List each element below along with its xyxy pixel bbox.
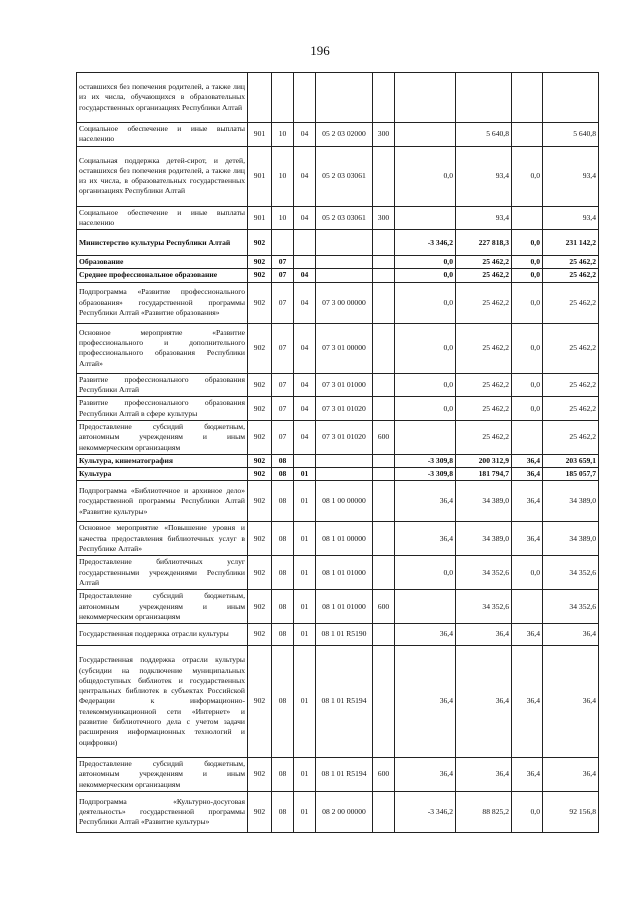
row-name: Основное мероприятие «Повышение уровня и качества предоставления библиотечных услуг в Республике Алтай»	[77, 522, 248, 556]
cell-amount-1: 0,0	[395, 556, 456, 590]
cell-expense-type	[373, 73, 395, 123]
cell-ved-code: 902	[248, 646, 272, 758]
cell-target-article: 08 1 01 00000	[316, 522, 373, 556]
cell-amount-1: -3 309,8	[395, 468, 456, 481]
cell-expense-type	[373, 624, 395, 646]
cell-amount-1	[395, 206, 456, 230]
cell-amount-2: 25 462,2	[456, 282, 512, 323]
cell-amount-4: 92 156,8	[543, 792, 599, 833]
page-number: 196	[310, 43, 330, 58]
cell-amount-4: 34 352,6	[543, 556, 599, 590]
cell-section-code: 07	[272, 397, 294, 421]
row-name: Основное мероприятие «Развитие профессионального и дополнительного профессионального образования Республики Алтай»	[77, 323, 248, 373]
cell-section-code: 07	[272, 323, 294, 373]
table-row	[77, 323, 599, 373]
cell-target-article: 08 1 01 01000	[316, 590, 373, 624]
table-row	[77, 373, 599, 397]
table-row	[77, 556, 599, 590]
cell-amount-2: 25 462,2	[456, 397, 512, 421]
cell-amount-3: 0,0	[512, 282, 543, 323]
budget-table	[76, 72, 599, 833]
cell-ved-code: 902	[248, 624, 272, 646]
table-row	[77, 522, 599, 556]
cell-ved-code: 902	[248, 590, 272, 624]
cell-expense-type: 600	[373, 758, 395, 792]
cell-target-article	[316, 256, 373, 269]
cell-ved-code: 902	[248, 420, 272, 454]
cell-amount-2: 93,4	[456, 146, 512, 206]
cell-amount-2: 25 462,2	[456, 269, 512, 282]
cell-section-code: 08	[272, 522, 294, 556]
cell-amount-4: 25 462,2	[543, 420, 599, 454]
cell-amount-1	[395, 590, 456, 624]
cell-amount-3: 36,4	[512, 646, 543, 758]
cell-section-code: 08	[272, 758, 294, 792]
row-name: Государственная поддержка отрасли культуры (субсидии на подключение муниципальных общедоступных библиотек и государственных центральных библиотек в субъектах Российской Федерации к информационно-телекоммуникационной сети «Интернет» и развитие библиотечного дела с учетом задачи расширения информационных технологий и оцифровки)	[77, 646, 248, 758]
cell-amount-1: 36,4	[395, 481, 456, 522]
cell-amount-4: 36,4	[543, 758, 599, 792]
table-row	[77, 230, 599, 256]
cell-expense-type	[373, 522, 395, 556]
cell-amount-4: 25 462,2	[543, 282, 599, 323]
cell-amount-2: 181 794,7	[456, 468, 512, 481]
cell-target-article: 07 3 01 01000	[316, 373, 373, 397]
row-name: Культура, кинематография	[77, 454, 248, 467]
cell-expense-type	[373, 373, 395, 397]
cell-amount-3: 36,4	[512, 481, 543, 522]
cell-target-article: 08 1 01 01000	[316, 556, 373, 590]
cell-expense-type	[373, 256, 395, 269]
cell-amount-2: 25 462,2	[456, 373, 512, 397]
cell-ved-code	[248, 73, 272, 123]
cell-ved-code: 902	[248, 481, 272, 522]
cell-subsection-code: 01	[294, 624, 316, 646]
cell-amount-2: 25 462,2	[456, 323, 512, 373]
cell-ved-code: 902	[248, 256, 272, 269]
cell-amount-1: 36,4	[395, 624, 456, 646]
cell-amount-1: 36,4	[395, 522, 456, 556]
cell-subsection-code: 01	[294, 792, 316, 833]
table-row	[77, 256, 599, 269]
row-name: Образование	[77, 256, 248, 269]
row-name: Развитие профессионального образования Республики Алтай	[77, 373, 248, 397]
cell-subsection-code: 04	[294, 373, 316, 397]
cell-section-code: 07	[272, 420, 294, 454]
cell-section-code: 07	[272, 256, 294, 269]
cell-subsection-code: 01	[294, 522, 316, 556]
cell-amount-3: 36,4	[512, 522, 543, 556]
cell-amount-1	[395, 73, 456, 123]
cell-amount-4: 36,4	[543, 646, 599, 758]
cell-expense-type	[373, 146, 395, 206]
cell-amount-3: 0,0	[512, 373, 543, 397]
cell-expense-type	[373, 282, 395, 323]
table-row	[77, 397, 599, 421]
cell-ved-code: 902	[248, 373, 272, 397]
cell-section-code	[272, 230, 294, 256]
cell-amount-3: 0,0	[512, 792, 543, 833]
cell-amount-1: 0,0	[395, 146, 456, 206]
cell-amount-4: 36,4	[543, 624, 599, 646]
cell-amount-2: 25 462,2	[456, 256, 512, 269]
cell-amount-3: 0,0	[512, 146, 543, 206]
cell-ved-code: 901	[248, 146, 272, 206]
cell-ved-code: 902	[248, 468, 272, 481]
cell-amount-1: 0,0	[395, 397, 456, 421]
cell-amount-1: 0,0	[395, 282, 456, 323]
cell-amount-3: 0,0	[512, 556, 543, 590]
cell-subsection-code: 04	[294, 420, 316, 454]
cell-amount-4: 34 389,0	[543, 522, 599, 556]
cell-expense-type	[373, 323, 395, 373]
cell-subsection-code: 01	[294, 556, 316, 590]
cell-target-article	[316, 73, 373, 123]
cell-target-article: 07 3 00 00000	[316, 282, 373, 323]
cell-expense-type	[373, 468, 395, 481]
cell-expense-type	[373, 556, 395, 590]
cell-amount-2: 34 352,6	[456, 556, 512, 590]
table-row	[77, 206, 599, 230]
cell-target-article: 08 1 00 00000	[316, 481, 373, 522]
cell-amount-2: 34 389,0	[456, 522, 512, 556]
cell-amount-1: 0,0	[395, 323, 456, 373]
cell-amount-4: 203 659,1	[543, 454, 599, 467]
cell-amount-1: 36,4	[395, 646, 456, 758]
cell-amount-2: 88 825,2	[456, 792, 512, 833]
cell-subsection-code: 01	[294, 468, 316, 481]
cell-amount-1: -3 346,2	[395, 230, 456, 256]
cell-amount-2: 200 312,9	[456, 454, 512, 467]
cell-section-code: 08	[272, 624, 294, 646]
cell-amount-3: 0,0	[512, 269, 543, 282]
cell-ved-code: 902	[248, 522, 272, 556]
cell-target-article	[316, 454, 373, 467]
table-row	[77, 282, 599, 323]
cell-amount-1: 0,0	[395, 373, 456, 397]
cell-ved-code: 902	[248, 556, 272, 590]
cell-subsection-code: 01	[294, 646, 316, 758]
table-row	[77, 123, 599, 147]
cell-subsection-code: 01	[294, 758, 316, 792]
cell-section-code: 10	[272, 206, 294, 230]
cell-ved-code: 901	[248, 206, 272, 230]
row-name: Предоставление субсидий бюджетным, автономным учреждениям и иным некоммерческим организациям	[77, 420, 248, 454]
table-row	[77, 792, 599, 833]
table-row	[77, 758, 599, 792]
cell-section-code	[272, 73, 294, 123]
table-row	[77, 269, 599, 282]
cell-subsection-code: 04	[294, 146, 316, 206]
table-row	[77, 468, 599, 481]
cell-subsection-code: 04	[294, 206, 316, 230]
row-name: Культура	[77, 468, 248, 481]
cell-ved-code: 902	[248, 792, 272, 833]
cell-amount-2: 34 352,6	[456, 590, 512, 624]
cell-subsection-code: 04	[294, 397, 316, 421]
cell-section-code: 07	[272, 269, 294, 282]
cell-amount-4: 25 462,2	[543, 397, 599, 421]
cell-amount-2	[456, 73, 512, 123]
row-name: Подпрограмма «Библиотечное и архивное дело» государственной программы Республики Алтай «Развитие культуры»	[77, 481, 248, 522]
table-row	[77, 420, 599, 454]
cell-amount-1: -3 346,2	[395, 792, 456, 833]
cell-target-article: 05 2 03 03061	[316, 206, 373, 230]
cell-section-code: 08	[272, 792, 294, 833]
cell-expense-type	[373, 454, 395, 467]
row-name: Среднее профессиональное образование	[77, 269, 248, 282]
cell-amount-4: 93,4	[543, 146, 599, 206]
cell-section-code: 08	[272, 646, 294, 758]
cell-subsection-code: 04	[294, 323, 316, 373]
table-row	[77, 481, 599, 522]
cell-target-article: 08 1 01 R5194	[316, 758, 373, 792]
cell-expense-type	[373, 792, 395, 833]
cell-subsection-code	[294, 256, 316, 269]
row-name: Министерство культуры Республики Алтай	[77, 230, 248, 256]
cell-subsection-code: 01	[294, 590, 316, 624]
cell-section-code: 08	[272, 468, 294, 481]
cell-amount-1: 36,4	[395, 758, 456, 792]
cell-amount-4: 185 057,7	[543, 468, 599, 481]
cell-amount-2: 36,4	[456, 624, 512, 646]
cell-target-article	[316, 269, 373, 282]
cell-subsection-code	[294, 454, 316, 467]
cell-amount-3: 36,4	[512, 468, 543, 481]
cell-subsection-code	[294, 73, 316, 123]
cell-amount-3: 36,4	[512, 624, 543, 646]
cell-ved-code: 902	[248, 323, 272, 373]
cell-section-code: 08	[272, 481, 294, 522]
cell-ved-code: 902	[248, 397, 272, 421]
cell-ved-code: 902	[248, 230, 272, 256]
row-name: Предоставление субсидий бюджетным, автономным учреждениям и иным некоммерческим организациям	[77, 758, 248, 792]
table-row	[77, 146, 599, 206]
row-name: Социальная поддержка детей-сирот, и детей, оставшихся без попечения родителей, а также лиц из их числа, в образовательных государственных организациях Республики Алтай	[77, 146, 248, 206]
cell-amount-3: 36,4	[512, 454, 543, 467]
cell-section-code: 08	[272, 454, 294, 467]
cell-target-article: 08 1 01 R5194	[316, 646, 373, 758]
cell-target-article: 05 2 03 02000	[316, 123, 373, 147]
cell-subsection-code	[294, 230, 316, 256]
row-name: Социальное обеспечение и иные выплаты населению	[77, 206, 248, 230]
cell-amount-2: 227 818,3	[456, 230, 512, 256]
cell-expense-type	[373, 646, 395, 758]
row-name: Развитие профессионального образования Республики Алтай в сфере культуры	[77, 397, 248, 421]
cell-amount-2: 34 389,0	[456, 481, 512, 522]
cell-amount-4: 93,4	[543, 206, 599, 230]
cell-expense-type: 600	[373, 420, 395, 454]
cell-amount-4: 25 462,2	[543, 373, 599, 397]
cell-amount-3: 0,0	[512, 256, 543, 269]
cell-target-article: 07 3 01 00000	[316, 323, 373, 373]
cell-amount-3	[512, 420, 543, 454]
table-row	[77, 646, 599, 758]
cell-ved-code: 902	[248, 269, 272, 282]
cell-target-article: 07 3 01 01020	[316, 420, 373, 454]
row-name: Предоставление субсидий бюджетным, автономным учреждениям и иным некоммерческим организациям	[77, 590, 248, 624]
table-row	[77, 454, 599, 467]
cell-subsection-code: 04	[294, 123, 316, 147]
cell-section-code: 07	[272, 282, 294, 323]
cell-amount-3	[512, 206, 543, 230]
cell-section-code: 10	[272, 123, 294, 147]
cell-amount-1	[395, 123, 456, 147]
cell-section-code: 10	[272, 146, 294, 206]
cell-amount-2: 93,4	[456, 206, 512, 230]
row-name: Предоставление библиотечных услуг государственными учреждениями Республики Алтай	[77, 556, 248, 590]
row-name: Подпрограмма «Развитие профессионального образования» государственной программы Республики Алтай «Развитие образования»	[77, 282, 248, 323]
cell-amount-2: 36,4	[456, 646, 512, 758]
row-name: Государственная поддержка отрасли культуры	[77, 624, 248, 646]
cell-target-article	[316, 468, 373, 481]
cell-section-code: 08	[272, 556, 294, 590]
cell-section-code: 07	[272, 373, 294, 397]
cell-expense-type	[373, 230, 395, 256]
cell-amount-2: 25 462,2	[456, 420, 512, 454]
cell-amount-3: 0,0	[512, 230, 543, 256]
table-row	[77, 624, 599, 646]
cell-ved-code: 901	[248, 123, 272, 147]
cell-amount-4: 25 462,2	[543, 269, 599, 282]
cell-amount-3: 0,0	[512, 397, 543, 421]
cell-expense-type: 600	[373, 590, 395, 624]
row-name: Подпрограмма «Культурно-досуговая деятельность» государственной программы Республики Алтай «Развитие культуры»	[77, 792, 248, 833]
cell-amount-4: 25 462,2	[543, 256, 599, 269]
cell-expense-type	[373, 397, 395, 421]
cell-amount-3: 0,0	[512, 323, 543, 373]
cell-amount-1: 0,0	[395, 256, 456, 269]
cell-amount-4: 231 142,2	[543, 230, 599, 256]
cell-ved-code: 902	[248, 282, 272, 323]
cell-amount-3	[512, 73, 543, 123]
cell-expense-type	[373, 269, 395, 282]
cell-amount-4	[543, 73, 599, 123]
cell-amount-1: 0,0	[395, 269, 456, 282]
cell-ved-code: 902	[248, 454, 272, 467]
cell-amount-4: 34 352,6	[543, 590, 599, 624]
table-row	[77, 590, 599, 624]
cell-ved-code: 902	[248, 758, 272, 792]
cell-amount-2: 36,4	[456, 758, 512, 792]
cell-amount-3	[512, 590, 543, 624]
row-name: оставшихся без попечения родителей, а также лиц из их числа, обучающихся в образовательных государственных организациях Республики Алтай	[77, 73, 248, 123]
cell-expense-type: 300	[373, 123, 395, 147]
cell-amount-1: -3 309,8	[395, 454, 456, 467]
cell-amount-3	[512, 123, 543, 147]
cell-expense-type	[373, 481, 395, 522]
cell-amount-1	[395, 420, 456, 454]
cell-section-code: 08	[272, 590, 294, 624]
cell-subsection-code: 01	[294, 481, 316, 522]
cell-target-article: 07 3 01 01020	[316, 397, 373, 421]
row-name: Социальное обеспечение и иные выплаты населению	[77, 123, 248, 147]
cell-amount-4: 34 389,0	[543, 481, 599, 522]
cell-target-article: 08 2 00 00000	[316, 792, 373, 833]
cell-amount-4: 5 640,8	[543, 123, 599, 147]
cell-amount-4: 25 462,2	[543, 323, 599, 373]
cell-amount-2: 5 640,8	[456, 123, 512, 147]
cell-amount-3: 36,4	[512, 758, 543, 792]
table-row	[77, 73, 599, 123]
cell-target-article	[316, 230, 373, 256]
cell-subsection-code: 04	[294, 282, 316, 323]
cell-target-article: 08 1 01 R5190	[316, 624, 373, 646]
cell-expense-type: 300	[373, 206, 395, 230]
cell-target-article: 05 2 03 03061	[316, 146, 373, 206]
cell-subsection-code: 04	[294, 269, 316, 282]
